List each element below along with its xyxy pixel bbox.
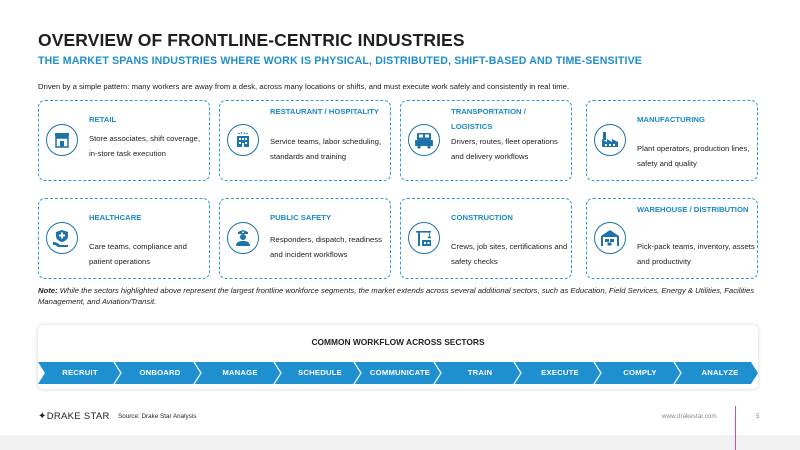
note-label: Note:: [38, 286, 58, 295]
sector-description: Store associates, shift coverage, in-store task execution: [89, 134, 201, 158]
intro-text: Driven by a simple pattern: many workers are away from a desk, across many locations or shifts, and must execute work safely and consistently in real time.: [38, 82, 570, 91]
note-text: While the sectors highlighted above represent the largest frontline workforce segments, the market extends across several additional sectors, such as Education, Field Services, Energy & Utilities, Facilities Management, and Aviation/Transit.: [38, 286, 755, 306]
sector-description: Plant operators, production lines, safety and quality: [637, 144, 750, 168]
workflow-step-comply: COMPLY: [623, 368, 657, 377]
workflow-steps: [38, 362, 758, 384]
sector-description: Responders, dispatch, readiness and incident workflows: [270, 235, 382, 259]
sector-description: Care teams, compliance and patient operations: [89, 242, 187, 266]
sector-title: HEALTHCARE: [89, 213, 142, 222]
workflow-step-execute: EXECUTE: [541, 368, 579, 377]
sector-card-warehouse: [586, 198, 758, 279]
sector-description: Pick-pack teams, inventory, assets and productivity: [637, 242, 755, 266]
sector-title: CONSTRUCTION: [451, 213, 513, 222]
sector-description: Crews, job sites, certifications and safety checks: [451, 242, 568, 266]
sector-card-restaurant: [219, 100, 391, 181]
sector-description: Drivers, routes, fleet operations and delivery workflows: [451, 137, 558, 161]
logo-text: DRAKE STAR: [46, 411, 110, 422]
sector-card-healthcare: [38, 198, 210, 279]
sector-title: PUBLIC SAFETY: [270, 213, 332, 222]
hotel-icon: [227, 124, 259, 156]
workflow-bar: [38, 362, 758, 384]
sector-title: RESTAURANT / HOSPITALITY: [270, 107, 380, 116]
page-number: 5: [756, 413, 760, 420]
sector-card-transportation: [400, 100, 572, 181]
sector-description: Service teams, labor scheduling, standards and training: [270, 137, 382, 161]
warehouse-icon: [594, 222, 626, 254]
vehicles-icon: [408, 124, 440, 156]
footnote: [38, 285, 768, 307]
drake-star-logo: [38, 411, 110, 422]
sector-title: MANUFACTURING: [637, 115, 705, 124]
workflow-panel: [38, 325, 758, 389]
divider-line: [735, 406, 736, 450]
police-officer-icon: [227, 222, 259, 254]
workflow-step-train: TRAIN: [467, 368, 493, 377]
sector-title: RETAIL: [89, 115, 117, 124]
crane-icon: [408, 222, 440, 254]
storefront-icon: [46, 124, 78, 156]
website-url[interactable]: www.drakestar.com: [662, 413, 717, 420]
sector-card-manufacturing: [586, 100, 758, 181]
workflow-step-communicate: COMMUNICATE: [369, 368, 431, 377]
sector-title: WAREHOUSE / DISTRIBUTION: [637, 205, 749, 214]
star-icon: ✦: [38, 411, 47, 422]
workflow-step-manage: MANAGE: [222, 368, 258, 377]
page-subtitle: THE MARKET SPANS INDUSTRIES WHERE WORK IS PHYSICAL, DISTRIBUTED, SHIFT-BASED AND TIME-SENSITIVE: [38, 55, 642, 67]
medical-care-icon: [46, 222, 78, 254]
page-title: OVERVIEW OF FRONTLINE-CENTRIC INDUSTRIES: [38, 30, 465, 50]
factory-icon: [594, 124, 626, 156]
workflow-title: COMMON WORKFLOW ACROSS SECTORS: [311, 337, 485, 347]
workflow-step-analyze: ANALYZE: [701, 368, 739, 377]
source-text: Source: Drake Star Analysis: [118, 413, 197, 420]
sector-card-public-safety: [219, 198, 391, 279]
workflow-step-schedule: SCHEDULE: [298, 368, 342, 377]
workflow-step-onboard: ONBOARD: [139, 368, 181, 377]
sector-title: TRANSPORTATION / LOGISTICS: [451, 107, 526, 131]
workflow-step-recruit: RECRUIT: [62, 368, 98, 377]
sector-card-construction: [400, 198, 572, 279]
sector-card-retail: [38, 100, 210, 181]
